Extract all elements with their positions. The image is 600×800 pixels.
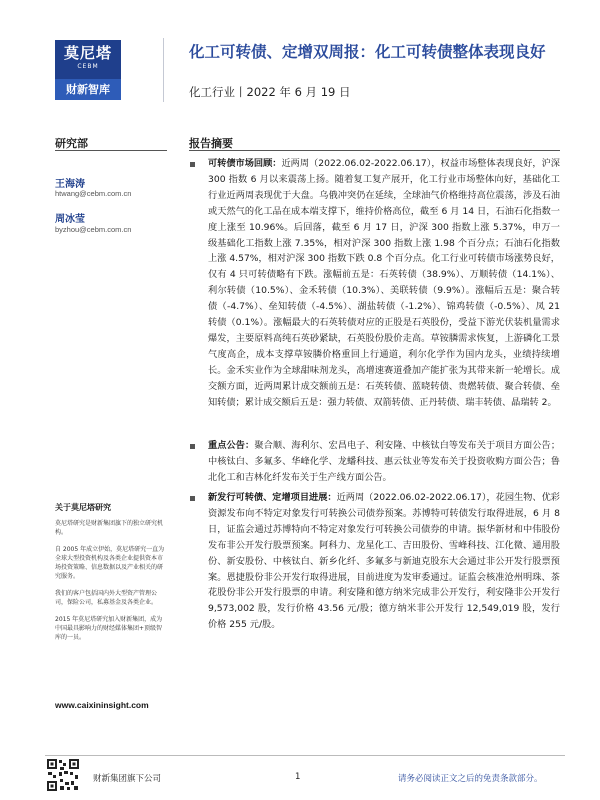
footer-disclaimer: 请务必阅读正文之后的免责条款部分。 [398, 774, 543, 784]
header-divider [163, 38, 164, 102]
item-text: 聚合顺、海利尔、宏昌电子、利安隆、中核钛白等发布关于项目方面公告；中核钛白、多氟多、华峰化学、龙蟠科技、惠云钛业等发布关于投资收购方面公告；鲁北化工和吉林化纤发布关于生产线方面公告。 [208, 440, 561, 483]
author-email-1[interactable]: htwang@cebm.com.cn [55, 189, 132, 198]
summary-heading: 报告摘要 [189, 137, 233, 150]
about-section [55, 502, 167, 650]
author-name-1: 王海涛 [55, 179, 85, 190]
about-para-4: 2015 年莫尼塔研究加入财新集团，成为中国最具影响力的财经媒体集团+顶级智库的一员。 [55, 616, 163, 641]
bullet-square-icon [190, 162, 195, 167]
left-heading-rule [55, 150, 167, 151]
item-text: 近两周（2022.06.02-2022.06.17），权益市场整体表现良好，沪深 300 指数 6 月以来震荡上扬。随着复工复产展开，化工行业市场整体向好，基础化工行业近两周表现优于大盘。乌俄冲突仍在延续，全球油气价格维持高位震荡，涉及石油或天然气的化工品在成本端支撑下，维持价格高位，截至 6 月 14 日，石油石化指数一度上涨至 10.96%。后回落，截至 6 月 17 日，沪深 300 指数上涨 5.37%，申万一级基础化工指数上涨 7.35%，相对沪深 300 指数上涨 1.98 个百分点；石油石化指数上涨 4.57%，相对沪深 300 指数下跌 0.8 个百分点。化工行业可转债市场涨势良好，仅有 4 只可转债略有下跌。涨幅前五是：石英转债（38.9%）、万顺转债（14.1%）、利尔转债（10.5%）、金禾转债（10.3%）、美联转债（9.9%）。涨幅后五是：聚合转债（-4.7%）、垒知转债（-4.5%）、湖盐转债（-1.2%）、锦鸡转债（-0.5%）、凤 21 转债（0.1%）。涨幅最大的石英转债对应的正股是石英股份，受益下游光伏装机量需求爆发，主要原料高纯石英砂紧缺，石英股份股价走高。草铵膦需求恢复，上游磷化工景气度高企，成本支撑草铵膦价格重回上行通道，利尔化学作为国内龙头，业绩持续增长。金禾实业作为全球甜味剂龙头，高增速赛道叠加产能扩张为其带来新一轮增长。成交额方面，近两周累计成交额前五是：石英转债、蓝晓转债、贵燃转债、聚合转债、垒知转债；累计成交额后五是：强力转债、双箭转债、正丹转债、瑞丰转债、晶瑞转 2。 [208, 158, 560, 408]
qr-code-icon [45, 757, 81, 793]
logo-sub: 财新智库 [55, 79, 121, 100]
item-label: 新发行可转债、定增项目进展： [208, 492, 337, 503]
summary-item-announcements [208, 438, 560, 486]
bullet-square-icon [190, 444, 195, 449]
footer-company: 财新集团旗下公司 [93, 774, 162, 784]
research-dept-heading: 研究部 [55, 137, 88, 150]
about-para-3: 我们的客户包括国内外大型资产管理公司，保险公司，私募基金及各类企业。 [55, 590, 158, 606]
item-text: 近两周（2022.06.02-2022.06.17），花园生物、优彩资源发布向不特定对象发行可转换公司债券预案。苏博特可转债发行取得进展，6 月 8 日，证监会通过苏博特向不特定对象发行可转换公司债券的申请。振华新材和中伟股份发布非公开发行股票预案。阿科力、龙星化工、吉田股份、雪峰科技、江化微、通用股份、新安股份、中核钛白、新乡化纤、多氟多与新迪克股东大会通过非公开发行股票预案。恩捷股份非公开发行取得进展，目前进度为发审委通过。证监会核准沧州明珠、茶花股份非公开发行股票的申请。利安隆和德方纳米完成非公开发行，利安隆非公开发行 9,573,002 股，发行价格 43.56 元/股；德方纳米非公开发行 12,549,019 股，发行价格 255 元/股。 [208, 492, 560, 631]
cebm-logo [55, 40, 121, 100]
report-title: 化工可转债、定增双周报：化工可转债整体表现良好 [189, 43, 546, 61]
item-label: 可转债市场回顾： [208, 158, 282, 169]
bullet-square-icon [190, 496, 195, 501]
logo-name: 莫尼塔 [63, 44, 112, 62]
logo-en: CEBM [77, 63, 99, 70]
about-para-1: 莫尼塔研究是财新集团旗下的独立研究机构。 [55, 520, 164, 536]
summary-heading-rule [189, 150, 560, 151]
item-label: 重点公告： [208, 440, 255, 451]
summary-item-market-review [208, 156, 560, 411]
summary-item-new-issuance [208, 490, 560, 633]
logo-top-block [55, 40, 121, 79]
page-number: 1 [295, 772, 301, 782]
author-name-2: 周冰莹 [55, 214, 85, 225]
about-para-2: 自 2005 年成立伊始，莫尼塔研究一直为全球大型投资机构及各类企业提供资本市场投资策略、信息数据以及产业相关的研究服务。 [55, 546, 165, 580]
report-industry-date: 化工行业丨2022 年 6 月 19 日 [189, 85, 351, 99]
footer-rule [45, 755, 565, 756]
website-link[interactable]: www.caixininsight.com [55, 700, 149, 710]
author-email-2[interactable]: byzhou@cebm.com.cn [55, 225, 132, 234]
about-title: 关于莫尼塔研究 [55, 503, 111, 512]
